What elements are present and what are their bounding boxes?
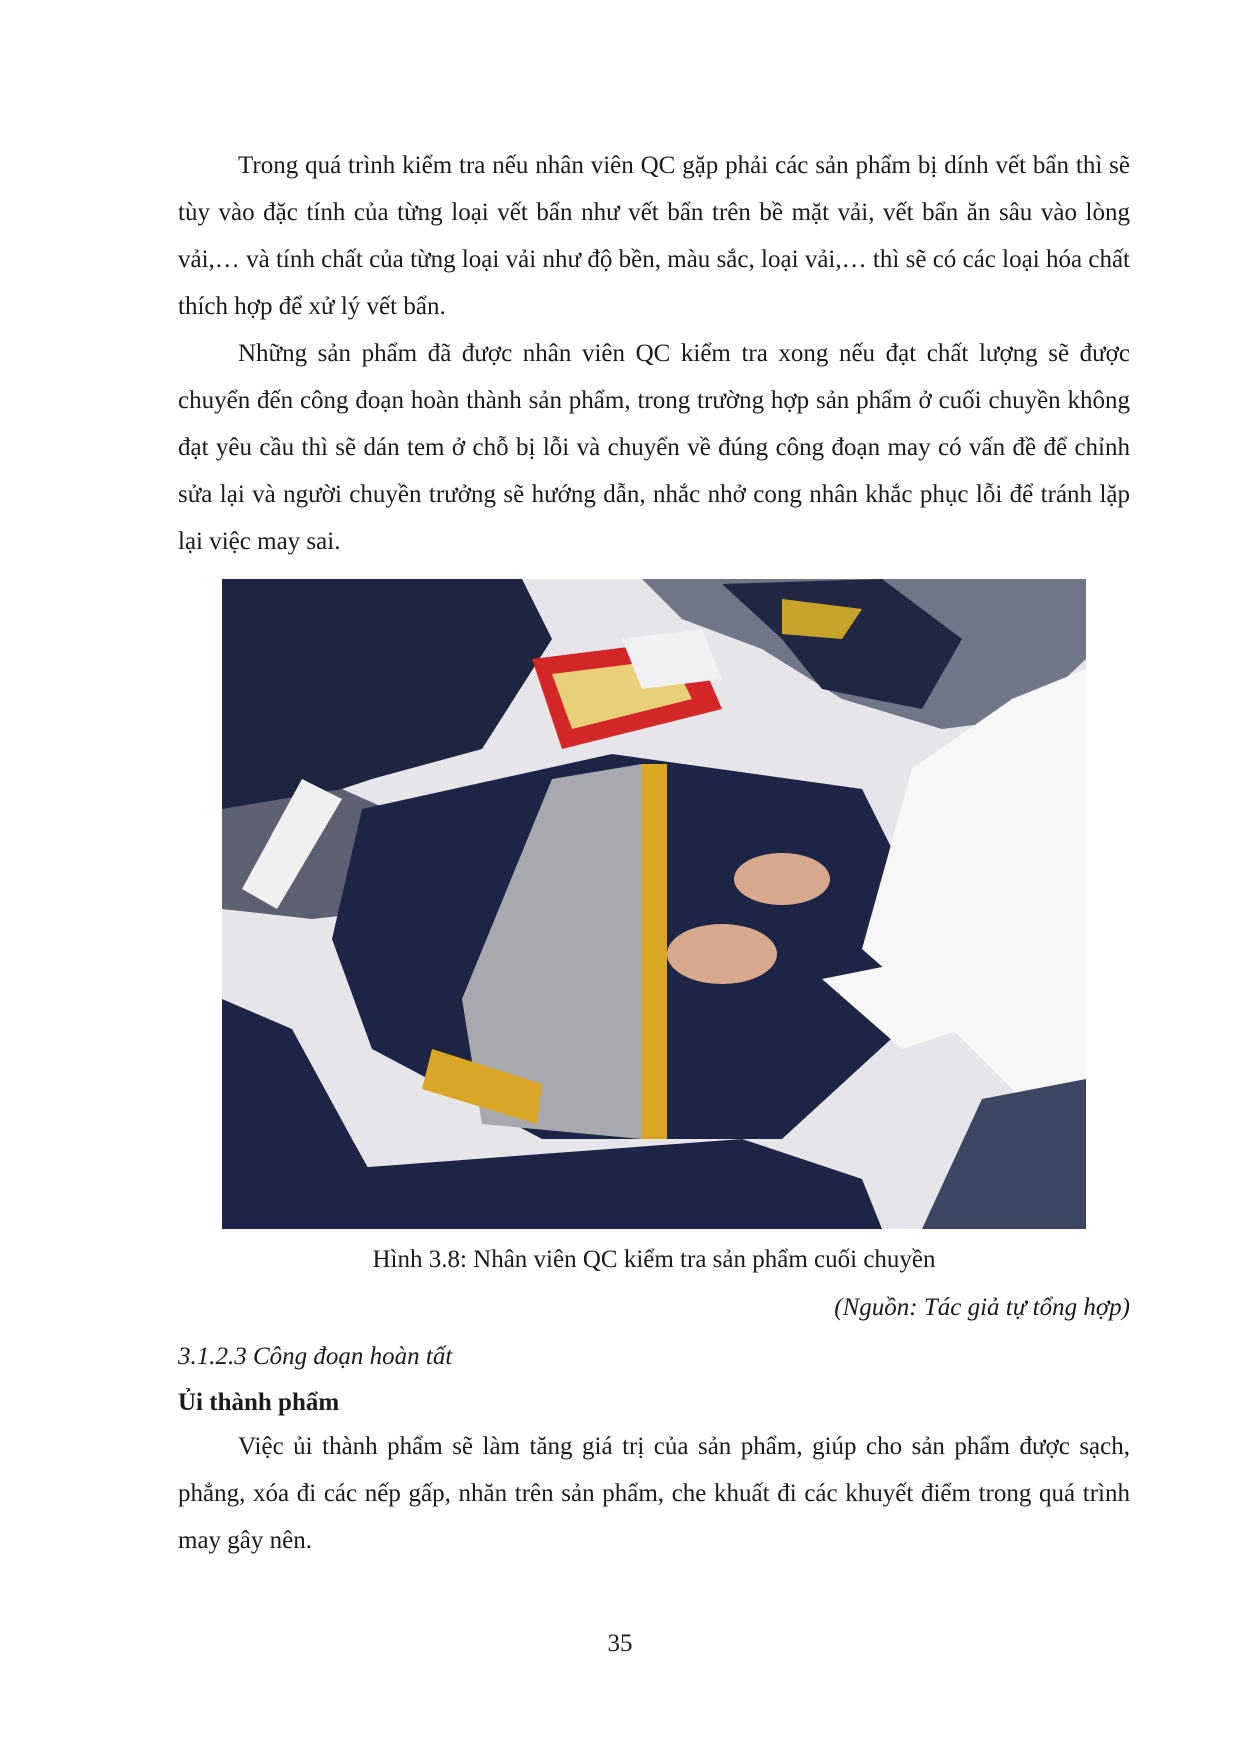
paragraph-ironing: Việc ủi thành phẩm sẽ làm tăng giá trị của sản phẩm, giúp cho sản phẩm được sạch, phẳng, xóa đi các nếp gấp, nhăn trên sản phẩm, che khuất đi các khuyết điểm trong quá trình may gây nên. (178, 1433, 1130, 1554)
page-number: 35 (607, 1630, 633, 1657)
figure-source: (Nguồn: Tác giả tự tổng hợp) (834, 1294, 1130, 1321)
subsection-title: 3.1.2.3 Công đoạn hoàn tất (178, 1343, 453, 1370)
paragraph-stain-handling: Trong quá trình kiểm tra nếu nhân viên QC gặp phải các sản phẩm bị dính vết bẩn thì sẽ tùy vào đặc tính của từng loại vết bẩn như vết bẩn trên bề mặt vải, vết bẩn ăn sâu vào lòng vải,… và tính chất của từng loại vải như độ bền, màu sắc, loại vải,… thì sẽ có các loại hóa chất thích hợp để xử lý vết bẩn. (178, 152, 1130, 320)
page-content (178, 142, 1130, 1564)
figure-qc-inspection-photo (222, 579, 1086, 1229)
section-heading: Ủi thành phẩm (178, 1389, 340, 1416)
figure-caption: Hình 3.8: Nhân viên QC kiểm tra sản phẩm cuối chuyền (372, 1246, 936, 1273)
paragraph-qc-flow: Những sản phẩm đã được nhân viên QC kiểm tra xong nếu đạt chất lượng sẽ được chuyển đến công đoạn hoàn thành sản phẩm, trong trường hợp sản phẩm ở cuối chuyền không đạt yêu cầu thì sẽ dán tem ở chỗ bị lỗi và chuyển về đúng công đoạn may có vấn đề để chỉnh sửa lại và người chuyền trưởng sẽ hướng dẫn, nhắc nhở cong nhân khắc phục lỗi để tránh lặp lại việc may sai. (178, 340, 1130, 555)
qc-inspection-illustration (222, 579, 1086, 1229)
